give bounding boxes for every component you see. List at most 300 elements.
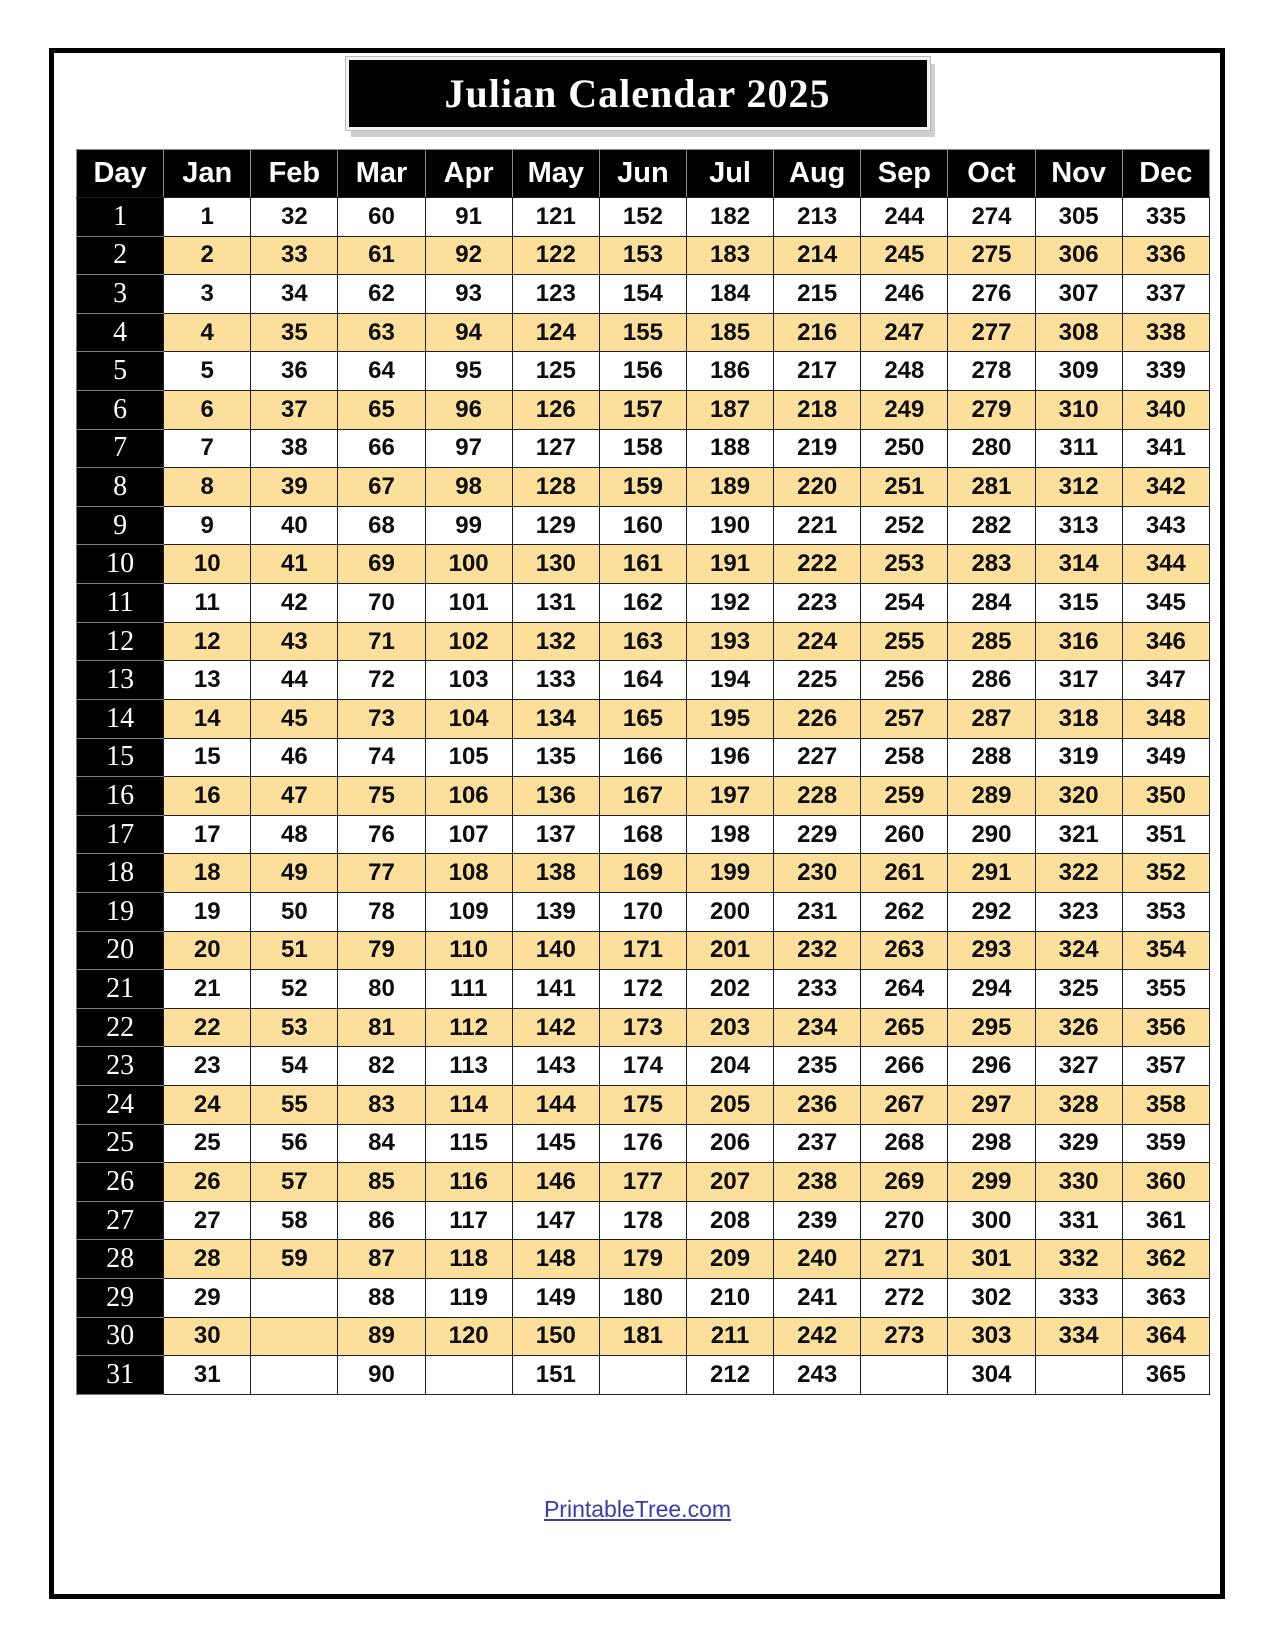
julian-date-cell: 286 — [948, 661, 1035, 700]
julian-date-cell: 263 — [861, 931, 948, 970]
julian-date-cell: 45 — [251, 699, 338, 738]
julian-date-cell: 205 — [686, 1086, 773, 1125]
julian-date-cell: 329 — [1035, 1124, 1122, 1163]
day-number-cell: 27 — [77, 1201, 164, 1240]
julian-date-cell: 18 — [164, 854, 251, 893]
day-number-cell: 5 — [77, 352, 164, 391]
julian-date-cell: 150 — [512, 1317, 599, 1356]
julian-date-cell: 293 — [948, 931, 1035, 970]
julian-date-cell: 76 — [338, 815, 425, 854]
julian-date-cell: 272 — [861, 1279, 948, 1318]
julian-date-cell: 15 — [164, 738, 251, 777]
julian-date-cell: 356 — [1122, 1008, 1209, 1047]
julian-date-cell: 3 — [164, 275, 251, 314]
julian-date-cell: 115 — [425, 1124, 512, 1163]
julian-date-cell: 211 — [686, 1317, 773, 1356]
julian-date-cell: 338 — [1122, 313, 1209, 352]
julian-date-cell: 59 — [251, 1240, 338, 1279]
julian-date-cell: 326 — [1035, 1008, 1122, 1047]
julian-date-cell: 179 — [599, 1240, 686, 1279]
julian-date-cell: 233 — [774, 970, 861, 1009]
julian-date-cell: 156 — [599, 352, 686, 391]
julian-date-cell: 181 — [599, 1317, 686, 1356]
julian-date-cell: 281 — [948, 468, 1035, 507]
julian-date-cell: 62 — [338, 275, 425, 314]
julian-date-cell: 245 — [861, 236, 948, 275]
julian-date-cell: 174 — [599, 1047, 686, 1086]
julian-date-cell: 100 — [425, 545, 512, 584]
julian-date-cell: 345 — [1122, 584, 1209, 623]
julian-date-cell: 155 — [599, 313, 686, 352]
julian-date-cell: 168 — [599, 815, 686, 854]
julian-date-cell: 75 — [338, 777, 425, 816]
julian-date-cell: 105 — [425, 738, 512, 777]
julian-date-cell: 188 — [686, 429, 773, 468]
julian-date-cell: 134 — [512, 699, 599, 738]
julian-date-cell: 308 — [1035, 313, 1122, 352]
julian-date-cell: 110 — [425, 931, 512, 970]
julian-date-cell: 182 — [686, 198, 773, 237]
julian-date-cell: 346 — [1122, 622, 1209, 661]
julian-date-cell: 202 — [686, 970, 773, 1009]
column-header-oct: Oct — [948, 150, 1035, 198]
julian-date-cell: 315 — [1035, 584, 1122, 623]
julian-date-cell: 222 — [774, 545, 861, 584]
julian-date-cell: 223 — [774, 584, 861, 623]
julian-date-cell: 254 — [861, 584, 948, 623]
julian-date-cell: 94 — [425, 313, 512, 352]
julian-date-cell: 189 — [686, 468, 773, 507]
column-header-may: May — [512, 150, 599, 198]
column-header-sep: Sep — [861, 150, 948, 198]
day-number-cell: 10 — [77, 545, 164, 584]
day-number-cell: 21 — [77, 970, 164, 1009]
julian-date-cell — [861, 1356, 948, 1395]
julian-date-cell: 358 — [1122, 1086, 1209, 1125]
julian-date-cell: 103 — [425, 661, 512, 700]
julian-date-cell: 49 — [251, 854, 338, 893]
julian-date-cell: 107 — [425, 815, 512, 854]
julian-date-cell: 192 — [686, 584, 773, 623]
julian-date-cell: 98 — [425, 468, 512, 507]
julian-date-cell: 97 — [425, 429, 512, 468]
julian-date-cell: 74 — [338, 738, 425, 777]
julian-date-cell: 258 — [861, 738, 948, 777]
julian-date-cell: 160 — [599, 506, 686, 545]
julian-date-cell: 353 — [1122, 892, 1209, 931]
julian-date-cell: 88 — [338, 1279, 425, 1318]
julian-date-cell — [1035, 1356, 1122, 1395]
julian-date-cell: 69 — [338, 545, 425, 584]
julian-date-cell: 334 — [1035, 1317, 1122, 1356]
column-header-dec: Dec — [1122, 150, 1209, 198]
julian-date-cell: 289 — [948, 777, 1035, 816]
julian-date-cell: 166 — [599, 738, 686, 777]
julian-date-cell: 136 — [512, 777, 599, 816]
julian-date-cell: 317 — [1035, 661, 1122, 700]
column-header-jul: Jul — [686, 150, 773, 198]
julian-date-cell: 22 — [164, 1008, 251, 1047]
day-number-cell: 24 — [77, 1086, 164, 1125]
julian-date-cell: 79 — [338, 931, 425, 970]
julian-date-cell: 151 — [512, 1356, 599, 1395]
column-header-jan: Jan — [164, 150, 251, 198]
julian-date-cell: 301 — [948, 1240, 1035, 1279]
julian-date-cell: 25 — [164, 1124, 251, 1163]
julian-date-cell: 350 — [1122, 777, 1209, 816]
julian-date-cell: 190 — [686, 506, 773, 545]
julian-date-cell: 256 — [861, 661, 948, 700]
julian-date-cell: 12 — [164, 622, 251, 661]
julian-date-cell: 34 — [251, 275, 338, 314]
julian-date-cell: 273 — [861, 1317, 948, 1356]
julian-date-cell: 63 — [338, 313, 425, 352]
julian-date-cell: 176 — [599, 1124, 686, 1163]
julian-date-cell: 132 — [512, 622, 599, 661]
julian-date-cell: 28 — [164, 1240, 251, 1279]
julian-date-cell: 133 — [512, 661, 599, 700]
table-row — [77, 622, 1210, 661]
julian-date-cell: 93 — [425, 275, 512, 314]
day-number-cell: 26 — [77, 1163, 164, 1202]
julian-date-cell: 173 — [599, 1008, 686, 1047]
julian-date-cell: 224 — [774, 622, 861, 661]
julian-date-cell: 10 — [164, 545, 251, 584]
day-number-cell: 20 — [77, 931, 164, 970]
julian-date-cell: 276 — [948, 275, 1035, 314]
table-row — [77, 1086, 1210, 1125]
julian-date-cell: 266 — [861, 1047, 948, 1086]
julian-date-cell: 304 — [948, 1356, 1035, 1395]
julian-date-cell: 312 — [1035, 468, 1122, 507]
julian-date-cell: 269 — [861, 1163, 948, 1202]
julian-date-cell: 270 — [861, 1201, 948, 1240]
julian-date-cell: 234 — [774, 1008, 861, 1047]
julian-date-cell: 208 — [686, 1201, 773, 1240]
julian-date-cell: 361 — [1122, 1201, 1209, 1240]
julian-date-cell: 159 — [599, 468, 686, 507]
day-number-cell: 11 — [77, 584, 164, 623]
table-row — [77, 468, 1210, 507]
julian-date-cell: 146 — [512, 1163, 599, 1202]
julian-date-cell: 311 — [1035, 429, 1122, 468]
julian-date-cell: 227 — [774, 738, 861, 777]
day-number-cell: 30 — [77, 1317, 164, 1356]
julian-date-cell: 251 — [861, 468, 948, 507]
julian-date-cell: 306 — [1035, 236, 1122, 275]
julian-date-cell: 31 — [164, 1356, 251, 1395]
julian-date-cell: 231 — [774, 892, 861, 931]
day-number-cell: 12 — [77, 622, 164, 661]
julian-date-cell: 177 — [599, 1163, 686, 1202]
table-row — [77, 198, 1210, 237]
column-header-jun: Jun — [599, 150, 686, 198]
julian-date-cell: 332 — [1035, 1240, 1122, 1279]
julian-date-cell: 340 — [1122, 391, 1209, 430]
julian-date-cell: 38 — [251, 429, 338, 468]
julian-date-cell: 204 — [686, 1047, 773, 1086]
julian-date-cell: 359 — [1122, 1124, 1209, 1163]
julian-date-cell: 228 — [774, 777, 861, 816]
table-row — [77, 1201, 1210, 1240]
julian-date-cell: 52 — [251, 970, 338, 1009]
julian-date-cell: 214 — [774, 236, 861, 275]
julian-date-cell: 1 — [164, 198, 251, 237]
julian-date-cell: 50 — [251, 892, 338, 931]
julian-date-cell: 120 — [425, 1317, 512, 1356]
table-row — [77, 391, 1210, 430]
julian-date-cell: 109 — [425, 892, 512, 931]
julian-date-cell: 298 — [948, 1124, 1035, 1163]
julian-date-cell: 152 — [599, 198, 686, 237]
julian-date-cell: 51 — [251, 931, 338, 970]
julian-date-cell: 282 — [948, 506, 1035, 545]
julian-date-cell: 307 — [1035, 275, 1122, 314]
julian-date-cell: 310 — [1035, 391, 1122, 430]
table-row — [77, 429, 1210, 468]
julian-date-cell: 70 — [338, 584, 425, 623]
julian-date-cell: 58 — [251, 1201, 338, 1240]
julian-date-cell: 236 — [774, 1086, 861, 1125]
table-row — [77, 313, 1210, 352]
julian-date-cell: 29 — [164, 1279, 251, 1318]
table-row — [77, 1163, 1210, 1202]
julian-date-cell: 5 — [164, 352, 251, 391]
julian-date-cell: 213 — [774, 198, 861, 237]
julian-date-cell: 124 — [512, 313, 599, 352]
column-header-apr: Apr — [425, 150, 512, 198]
julian-date-cell: 175 — [599, 1086, 686, 1125]
julian-date-cell: 47 — [251, 777, 338, 816]
julian-date-cell: 339 — [1122, 352, 1209, 391]
day-number-cell: 14 — [77, 699, 164, 738]
julian-date-cell: 193 — [686, 622, 773, 661]
julian-date-cell: 95 — [425, 352, 512, 391]
julian-date-cell: 71 — [338, 622, 425, 661]
day-number-cell: 17 — [77, 815, 164, 854]
julian-date-cell: 337 — [1122, 275, 1209, 314]
julian-date-cell: 126 — [512, 391, 599, 430]
julian-date-cell: 114 — [425, 1086, 512, 1125]
julian-date-cell: 220 — [774, 468, 861, 507]
julian-date-cell: 167 — [599, 777, 686, 816]
julian-date-cell: 85 — [338, 1163, 425, 1202]
julian-date-cell: 230 — [774, 854, 861, 893]
day-number-cell: 22 — [77, 1008, 164, 1047]
julian-date-cell: 112 — [425, 1008, 512, 1047]
julian-date-cell: 92 — [425, 236, 512, 275]
julian-date-cell: 143 — [512, 1047, 599, 1086]
julian-date-cell: 246 — [861, 275, 948, 314]
julian-date-cell: 140 — [512, 931, 599, 970]
table-row — [77, 1317, 1210, 1356]
julian-date-cell: 267 — [861, 1086, 948, 1125]
calendar-body — [77, 198, 1210, 1395]
title-banner — [346, 57, 930, 130]
day-number-cell: 3 — [77, 275, 164, 314]
julian-date-cell: 117 — [425, 1201, 512, 1240]
julian-date-cell: 219 — [774, 429, 861, 468]
julian-date-cell: 217 — [774, 352, 861, 391]
julian-date-cell: 201 — [686, 931, 773, 970]
day-number-cell: 28 — [77, 1240, 164, 1279]
julian-date-cell: 183 — [686, 236, 773, 275]
julian-date-cell: 170 — [599, 892, 686, 931]
julian-date-cell: 283 — [948, 545, 1035, 584]
julian-date-cell: 314 — [1035, 545, 1122, 584]
julian-date-cell: 261 — [861, 854, 948, 893]
julian-date-cell: 154 — [599, 275, 686, 314]
julian-date-cell: 89 — [338, 1317, 425, 1356]
julian-date-cell: 225 — [774, 661, 861, 700]
julian-date-cell: 195 — [686, 699, 773, 738]
julian-date-cell: 237 — [774, 1124, 861, 1163]
julian-date-cell: 278 — [948, 352, 1035, 391]
julian-date-cell: 257 — [861, 699, 948, 738]
julian-date-cell: 20 — [164, 931, 251, 970]
julian-date-cell: 66 — [338, 429, 425, 468]
julian-date-cell: 321 — [1035, 815, 1122, 854]
julian-date-cell: 65 — [338, 391, 425, 430]
julian-date-cell: 2 — [164, 236, 251, 275]
julian-date-cell: 27 — [164, 1201, 251, 1240]
julian-date-cell: 131 — [512, 584, 599, 623]
julian-date-cell: 262 — [861, 892, 948, 931]
julian-date-cell: 127 — [512, 429, 599, 468]
julian-date-cell: 162 — [599, 584, 686, 623]
julian-date-cell: 255 — [861, 622, 948, 661]
julian-date-cell: 244 — [861, 198, 948, 237]
day-number-cell: 23 — [77, 1047, 164, 1086]
julian-date-cell: 142 — [512, 1008, 599, 1047]
julian-date-cell: 186 — [686, 352, 773, 391]
julian-date-cell: 248 — [861, 352, 948, 391]
julian-date-cell: 184 — [686, 275, 773, 314]
julian-date-cell: 295 — [948, 1008, 1035, 1047]
julian-date-cell: 111 — [425, 970, 512, 1009]
table-row — [77, 236, 1210, 275]
page-title: Julian Calendar 2025 — [444, 71, 831, 116]
julian-date-cell: 342 — [1122, 468, 1209, 507]
footer — [0, 1496, 1275, 1523]
julian-date-cell — [251, 1279, 338, 1318]
julian-date-cell: 249 — [861, 391, 948, 430]
julian-date-cell: 364 — [1122, 1317, 1209, 1356]
julian-date-cell: 271 — [861, 1240, 948, 1279]
julian-date-cell: 197 — [686, 777, 773, 816]
julian-date-cell: 218 — [774, 391, 861, 430]
table-row — [77, 545, 1210, 584]
day-number-cell: 2 — [77, 236, 164, 275]
julian-date-cell: 57 — [251, 1163, 338, 1202]
julian-date-cell: 17 — [164, 815, 251, 854]
julian-date-cell: 169 — [599, 854, 686, 893]
julian-date-cell: 41 — [251, 545, 338, 584]
table-row — [77, 699, 1210, 738]
julian-date-cell: 158 — [599, 429, 686, 468]
printabletree-link[interactable]: PrintableTree.com — [543, 1496, 732, 1522]
julian-date-cell: 319 — [1035, 738, 1122, 777]
julian-date-cell — [251, 1317, 338, 1356]
julian-date-cell: 149 — [512, 1279, 599, 1318]
day-number-cell: 6 — [77, 391, 164, 430]
julian-date-cell — [425, 1356, 512, 1395]
julian-date-cell: 336 — [1122, 236, 1209, 275]
day-number-cell: 1 — [77, 198, 164, 237]
julian-date-cell: 46 — [251, 738, 338, 777]
julian-date-cell: 39 — [251, 468, 338, 507]
julian-date-cell: 113 — [425, 1047, 512, 1086]
day-number-cell: 9 — [77, 506, 164, 545]
julian-date-cell: 274 — [948, 198, 1035, 237]
day-number-cell: 25 — [77, 1124, 164, 1163]
julian-date-cell: 354 — [1122, 931, 1209, 970]
julian-date-cell: 54 — [251, 1047, 338, 1086]
julian-date-cell: 7 — [164, 429, 251, 468]
julian-date-cell: 357 — [1122, 1047, 1209, 1086]
julian-date-cell: 199 — [686, 854, 773, 893]
table-row — [77, 1047, 1210, 1086]
julian-date-cell: 180 — [599, 1279, 686, 1318]
julian-date-cell: 72 — [338, 661, 425, 700]
julian-date-cell: 275 — [948, 236, 1035, 275]
julian-date-cell: 68 — [338, 506, 425, 545]
julian-date-cell — [251, 1356, 338, 1395]
julian-date-cell: 60 — [338, 198, 425, 237]
julian-date-cell: 187 — [686, 391, 773, 430]
julian-date-cell: 171 — [599, 931, 686, 970]
julian-date-cell: 288 — [948, 738, 1035, 777]
julian-date-cell: 80 — [338, 970, 425, 1009]
julian-date-cell: 284 — [948, 584, 1035, 623]
day-number-cell: 15 — [77, 738, 164, 777]
table-row — [77, 1008, 1210, 1047]
julian-date-cell: 240 — [774, 1240, 861, 1279]
julian-date-cell: 196 — [686, 738, 773, 777]
julian-date-cell: 287 — [948, 699, 1035, 738]
julian-date-cell: 96 — [425, 391, 512, 430]
julian-date-cell: 42 — [251, 584, 338, 623]
julian-date-cell: 320 — [1035, 777, 1122, 816]
julian-date-cell: 30 — [164, 1317, 251, 1356]
julian-date-cell: 238 — [774, 1163, 861, 1202]
julian-date-cell: 241 — [774, 1279, 861, 1318]
julian-date-cell: 280 — [948, 429, 1035, 468]
julian-date-cell: 194 — [686, 661, 773, 700]
julian-date-cell: 144 — [512, 1086, 599, 1125]
julian-date-cell: 11 — [164, 584, 251, 623]
julian-date-cell: 86 — [338, 1201, 425, 1240]
julian-date-cell: 242 — [774, 1317, 861, 1356]
julian-date-cell: 164 — [599, 661, 686, 700]
julian-date-cell: 191 — [686, 545, 773, 584]
julian-date-cell: 55 — [251, 1086, 338, 1125]
julian-date-cell: 296 — [948, 1047, 1035, 1086]
julian-date-cell: 198 — [686, 815, 773, 854]
julian-date-cell: 323 — [1035, 892, 1122, 931]
julian-date-cell: 121 — [512, 198, 599, 237]
julian-date-cell: 299 — [948, 1163, 1035, 1202]
julian-date-cell: 119 — [425, 1279, 512, 1318]
julian-date-cell: 148 — [512, 1240, 599, 1279]
julian-date-cell: 300 — [948, 1201, 1035, 1240]
table-row — [77, 970, 1210, 1009]
julian-date-cell: 104 — [425, 699, 512, 738]
julian-date-cell: 48 — [251, 815, 338, 854]
julian-date-cell: 35 — [251, 313, 338, 352]
table-row — [77, 1124, 1210, 1163]
julian-date-cell: 106 — [425, 777, 512, 816]
